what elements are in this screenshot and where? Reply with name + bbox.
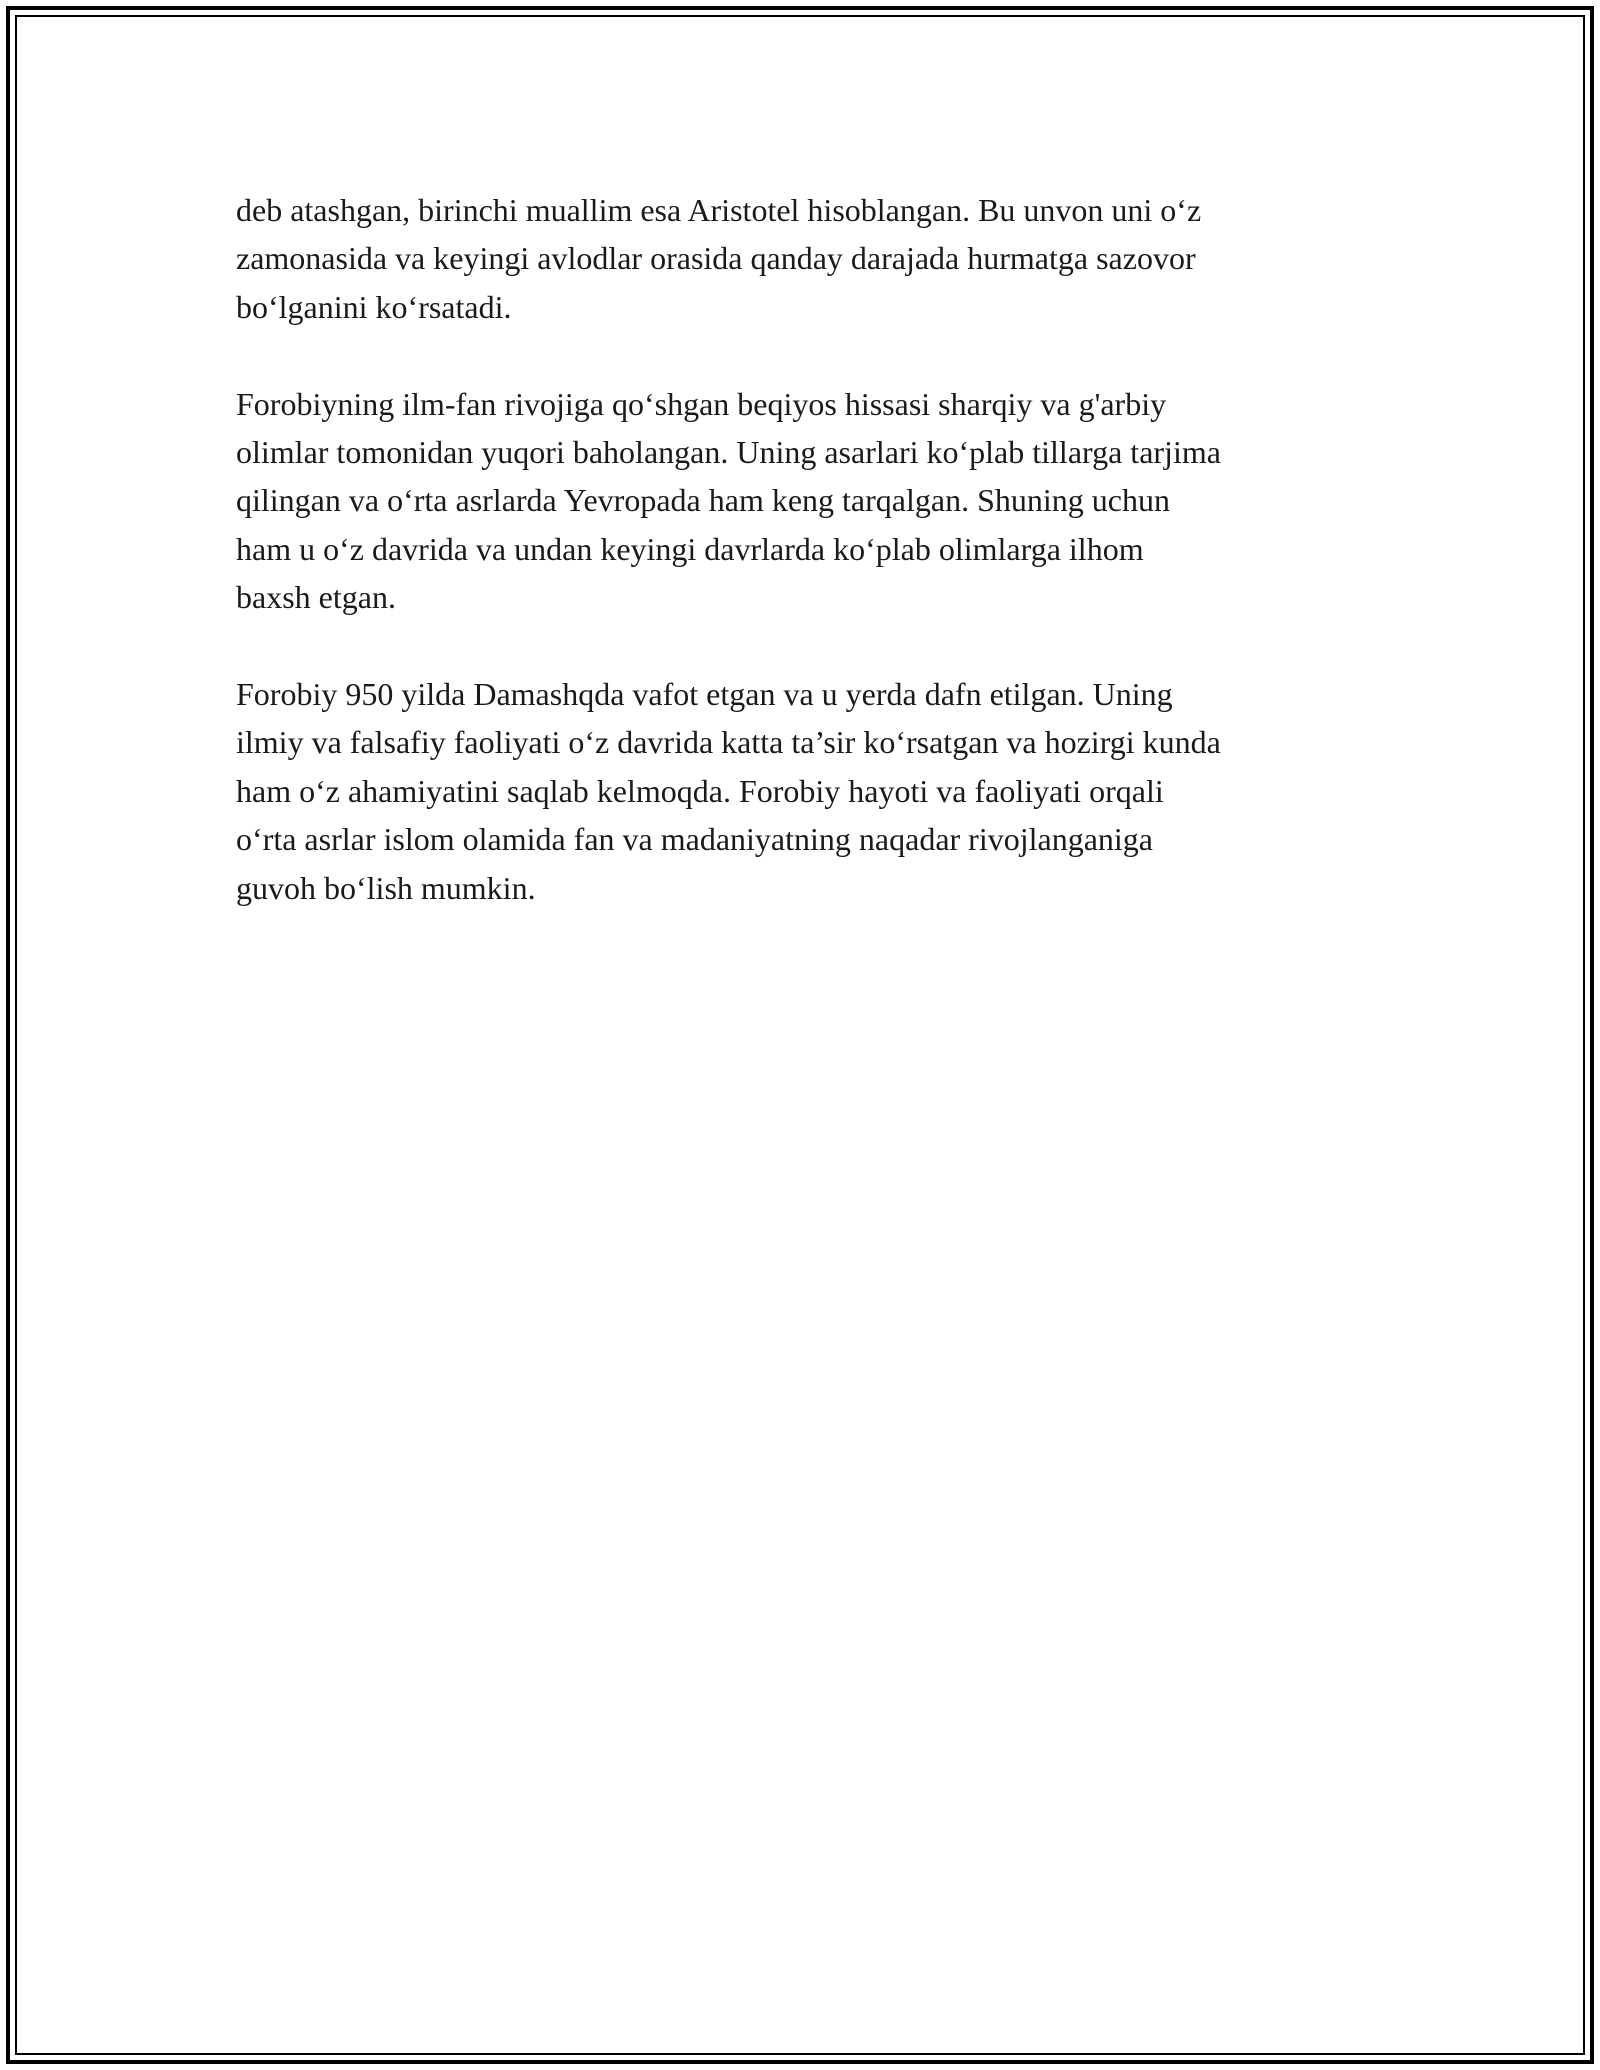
text-line: ilmiy va falsafiy faoliyati o‘z davrida katta ta’sir ko‘rsatgan va hozirgi kunda: [236, 724, 1221, 761]
document-body: [236, 186, 1396, 960]
text-line: ham u o‘z davrida va undan keyingi davrlarda ko‘plab olimlarga ilhom: [236, 530, 1144, 567]
text-line: guvoh bo‘lish mumkin.: [236, 869, 536, 906]
paragraph-1: [236, 186, 1396, 331]
text-line: qilingan va o‘rta asrlarda Yevropada ham keng tarqalgan. Shuning uchun: [236, 482, 1170, 519]
text-line: olimlar tomonidan yuqori baholangan. Uning asarlari ko‘plab tillarga tarjima: [236, 434, 1221, 471]
text-line: ham o‘z ahamiyatini saqlab kelmoqda. Forobiy hayoti va faoliyati orqali: [236, 772, 1164, 809]
paragraph-2: [236, 380, 1396, 622]
text-line: Forobiyning ilm-fan rivojiga qo‘shgan beqiyos hissasi sharqiy va g'arbiy: [236, 385, 1167, 422]
text-line: o‘rta asrlar islom olamida fan va madaniyatning naqadar rivojlanganiga: [236, 821, 1153, 858]
text-line: baxsh etgan.: [236, 579, 396, 616]
text-line: bo‘lganini ko‘rsatadi.: [236, 288, 512, 325]
text-line: zamonasida va keyingi avlodlar orasida qanday darajada hurmatga sazovor: [236, 240, 1196, 277]
text-line: deb atashgan, birinchi muallim esa Aristotel hisoblangan. Bu unvon uni o‘z: [236, 192, 1202, 228]
paragraph-3: [236, 670, 1396, 912]
text-line: Forobiy 950 yilda Damashqda vafot etgan va u yerda dafn etilgan. Uning: [236, 676, 1173, 713]
